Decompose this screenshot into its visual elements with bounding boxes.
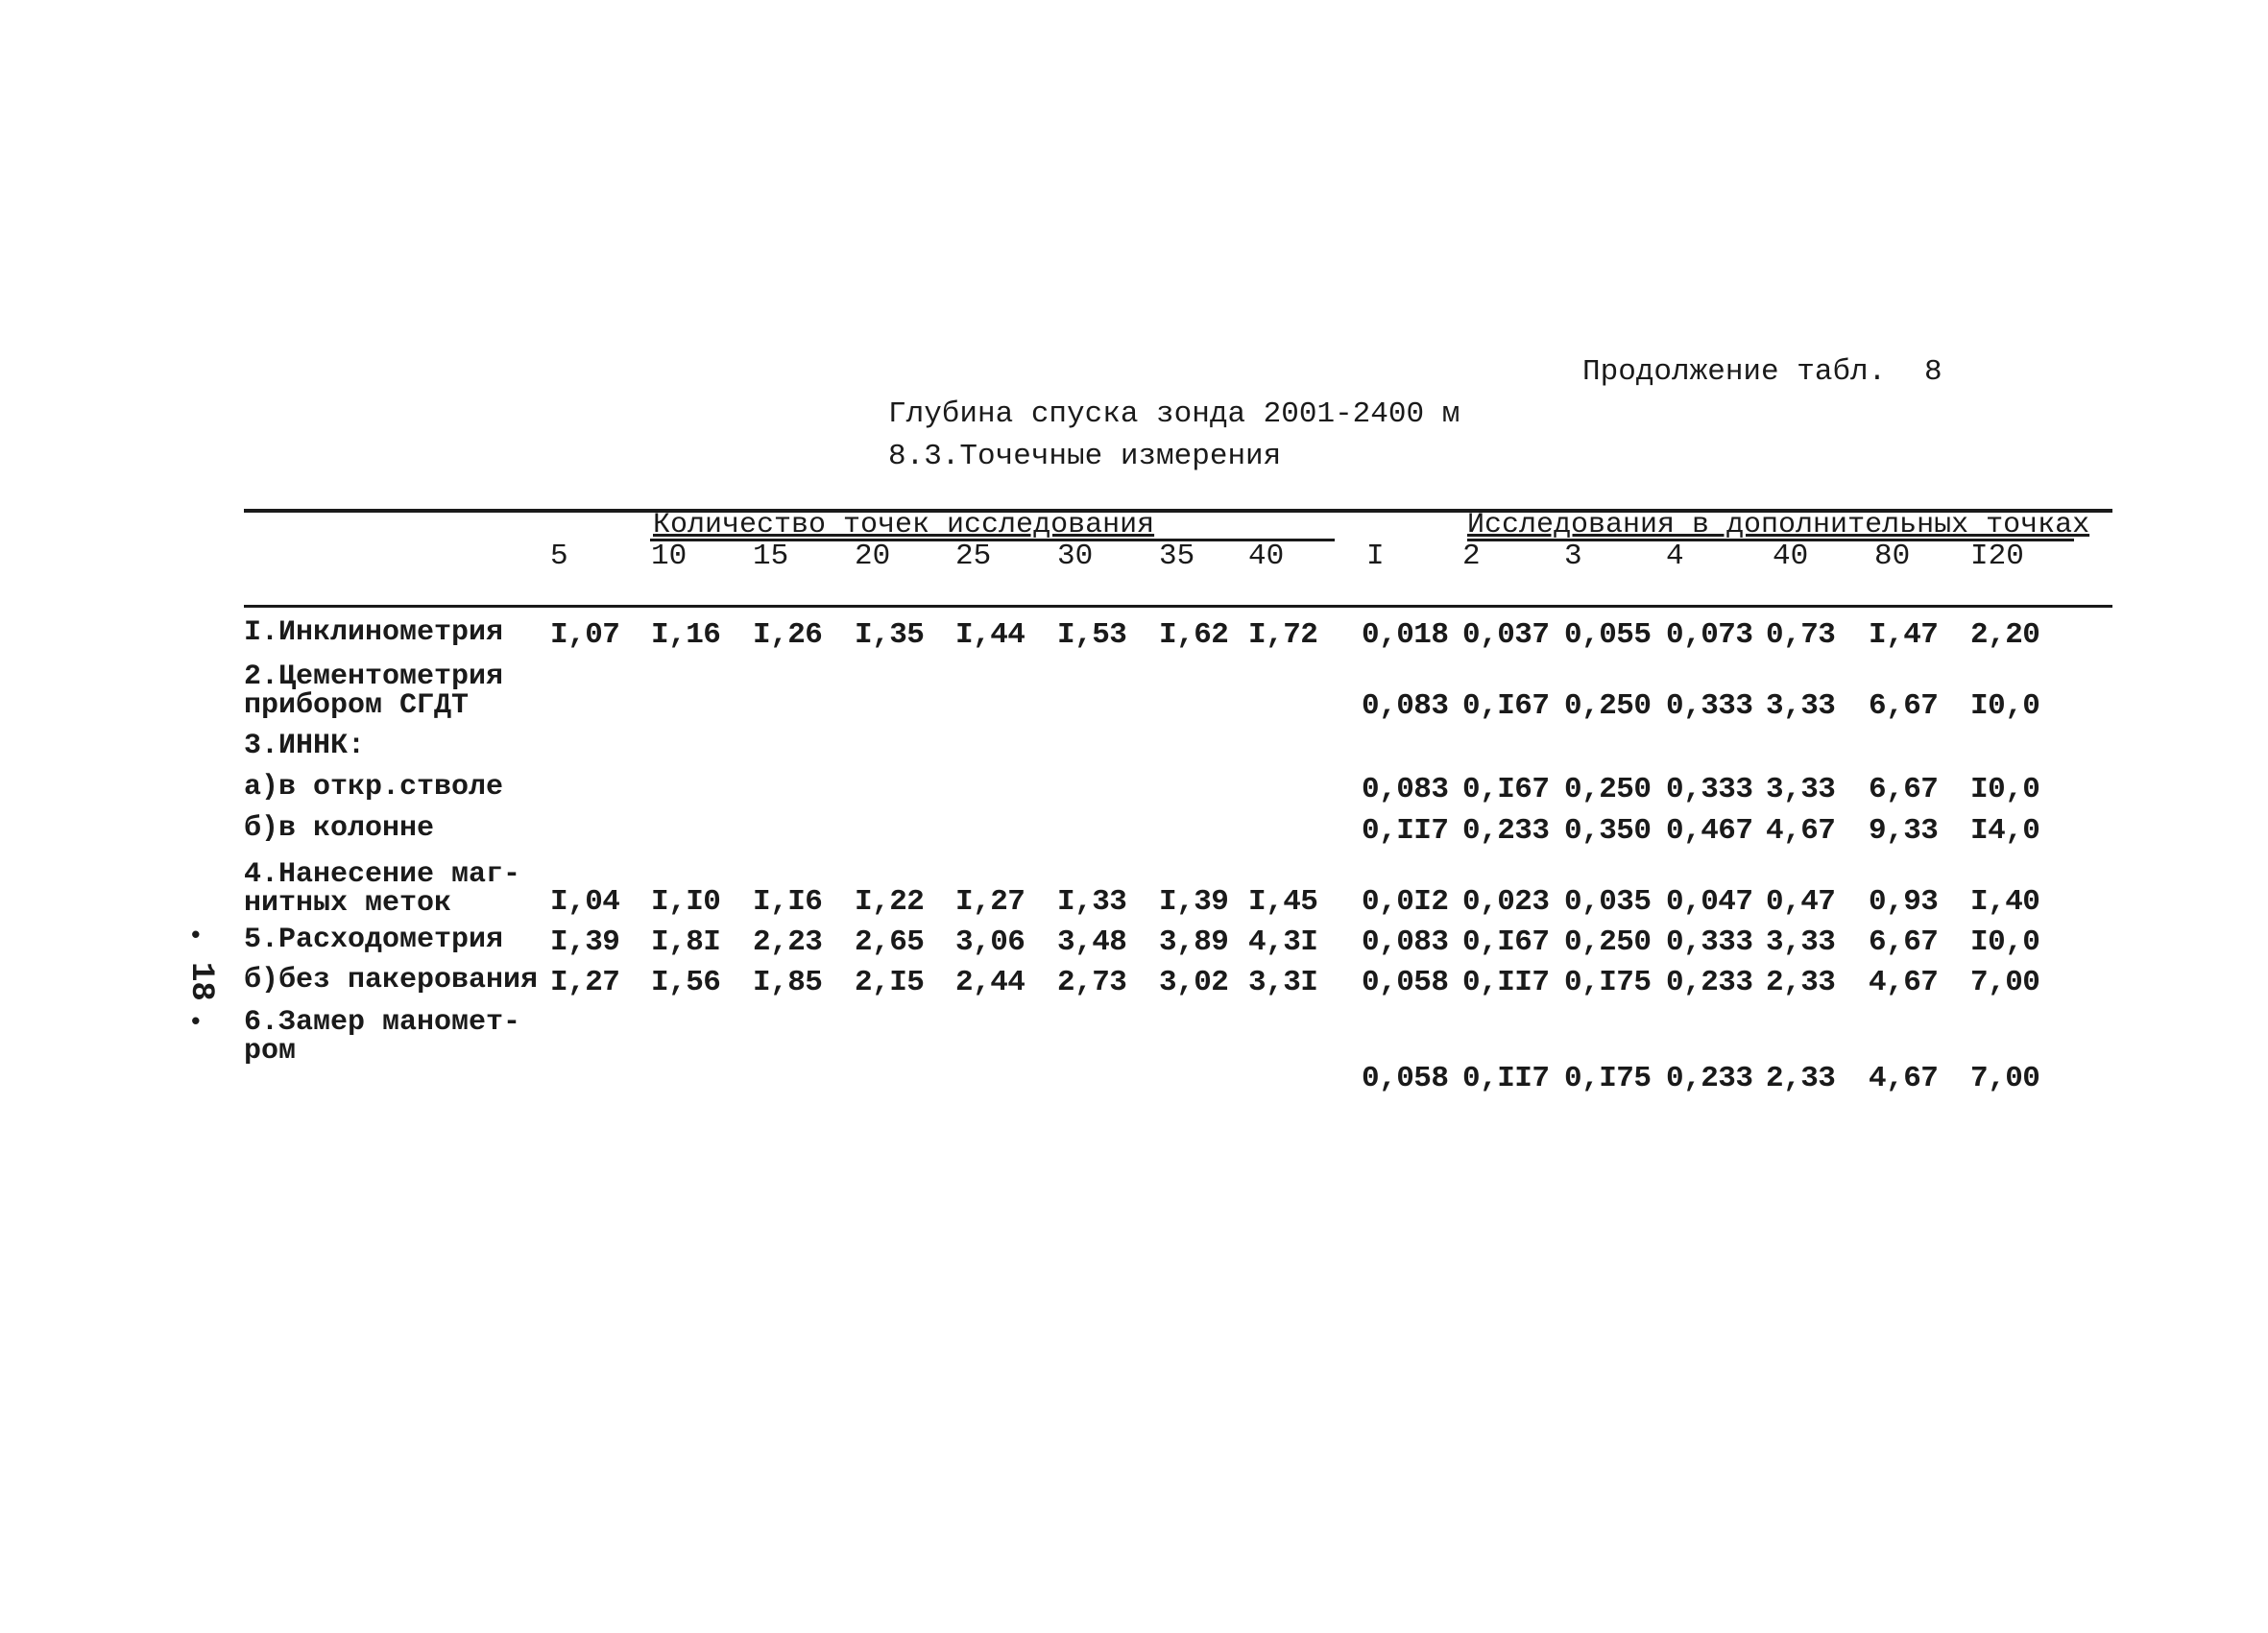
table-cell: 2,73 [1057, 966, 1127, 999]
row-label [244, 925, 503, 954]
table-cell: I0,0 [1970, 689, 2040, 723]
table-cell: 4,67 [1869, 966, 1939, 999]
table-cell: I,39 [1159, 885, 1229, 919]
table-cell: I,62 [1159, 618, 1229, 652]
table-cell: I,53 [1057, 618, 1127, 652]
table-cell: I,I6 [753, 885, 823, 919]
margin-bullet-top: • [188, 922, 204, 950]
column-header: 80 [1874, 540, 1911, 573]
table-cell: 0,083 [1362, 773, 1449, 806]
row-label-line: 2.Цементометрия [244, 660, 504, 693]
table-cell: 6,67 [1869, 689, 1939, 723]
column-header: 35 [1159, 540, 1195, 573]
row-label-line: прибором СГДТ [244, 689, 470, 722]
table-cell: 0,233 [1666, 966, 1753, 999]
row-label-line: I.Инклинометрия [244, 616, 504, 649]
table-cell: 0,083 [1362, 925, 1449, 959]
table-cell: I,72 [1248, 618, 1318, 652]
column-header: 40 [1773, 540, 1809, 573]
row-label-line: 5.Расходометрия [244, 924, 504, 956]
column-header: 2 [1462, 540, 1481, 573]
row-label-line: нитных меток [244, 887, 452, 920]
table-cell: 6,67 [1869, 925, 1939, 959]
row-label [244, 773, 503, 802]
table-cell: I,47 [1869, 618, 1939, 652]
table-cell: 2,44 [955, 966, 1025, 999]
table-cell: 0,037 [1462, 618, 1550, 652]
row-label-line: 3.ИННК: [244, 730, 366, 762]
row-label-line: 6.Замер маномет- [244, 1006, 521, 1039]
table-cell: 0,0I2 [1362, 885, 1449, 919]
table-cell: 3,3I [1248, 966, 1318, 999]
table-cell: 2,65 [855, 925, 925, 959]
column-header: 40 [1248, 540, 1285, 573]
table-cell: 4,67 [1869, 1062, 1939, 1095]
row-label [244, 1008, 520, 1066]
table-cell: I,27 [955, 885, 1025, 919]
table-cell: 2,I5 [855, 966, 925, 999]
column-header: I20 [1970, 540, 2024, 573]
table-cell: 0,350 [1564, 814, 1652, 848]
table-cell: 3,33 [1766, 773, 1836, 806]
table-cell: I,35 [855, 618, 925, 652]
table-cell: 0,233 [1462, 814, 1550, 848]
column-header: 5 [550, 540, 568, 573]
group-header-points: Количество точек исследования [653, 509, 1155, 541]
table-cell: I,07 [550, 618, 620, 652]
table-cell: 3,89 [1159, 925, 1229, 959]
table-cell: 0,250 [1564, 773, 1652, 806]
table-cell: 0,058 [1362, 1062, 1449, 1095]
table-cell: 0,058 [1362, 966, 1449, 999]
table-cell: 6,67 [1869, 773, 1939, 806]
table-cell: 0,73 [1766, 618, 1836, 652]
table-cell: 0,250 [1564, 925, 1652, 959]
table-cell: 0,I67 [1462, 689, 1550, 723]
table-cell: 0,II7 [1462, 966, 1550, 999]
table-cell: 0,055 [1564, 618, 1652, 652]
table-cell: 3,33 [1766, 925, 1836, 959]
header-bottom-rule [244, 605, 2112, 608]
column-header: 30 [1057, 540, 1094, 573]
row-label-line: а)в откр.стволе [244, 771, 504, 804]
table-cell: 0,467 [1666, 814, 1753, 848]
row-label [244, 618, 503, 647]
table-cell: I,I0 [651, 885, 721, 919]
table-cell: 0,II7 [1362, 814, 1449, 848]
column-header: 20 [855, 540, 891, 573]
table-cell: 4,3I [1248, 925, 1318, 959]
table-cell: 7,00 [1970, 1062, 2040, 1095]
table-cell: 4,67 [1766, 814, 1836, 848]
table-cell: I,85 [753, 966, 823, 999]
table-cell: 2,33 [1766, 966, 1836, 999]
column-header: 4 [1666, 540, 1684, 573]
column-header: I [1366, 540, 1385, 573]
table-cell: 9,33 [1869, 814, 1939, 848]
group-header-additional: Исследования в дополнительных точках [1467, 509, 2090, 541]
table-cell: 0,I67 [1462, 925, 1550, 959]
row-label-line: 4.Нанесение маг- [244, 858, 521, 891]
table-cell: 3,33 [1766, 689, 1836, 723]
table-number: 8 [1924, 355, 1942, 389]
table-cell: 0,333 [1666, 773, 1753, 806]
table-cell: I0,0 [1970, 925, 2040, 959]
column-header: 15 [753, 540, 789, 573]
table-cell: I,22 [855, 885, 925, 919]
column-header: 25 [955, 540, 992, 573]
table-cell: 0,023 [1462, 885, 1550, 919]
table-cell: 0,333 [1666, 925, 1753, 959]
table-cell: I4,0 [1970, 814, 2040, 848]
table-cell: 0,I67 [1462, 773, 1550, 806]
table-cell: I,56 [651, 966, 721, 999]
row-label [244, 662, 503, 720]
table-cell: 0,250 [1564, 689, 1652, 723]
table-cell: 0,I75 [1564, 966, 1652, 999]
table-cell: 0,083 [1362, 689, 1449, 723]
column-header: 3 [1564, 540, 1582, 573]
continuation-label: Продолжение табл. [1582, 355, 1887, 389]
table-cell: 3,48 [1057, 925, 1127, 959]
table-cell: 0,93 [1869, 885, 1939, 919]
row-label [244, 860, 520, 918]
table-cell: 2,20 [1970, 618, 2040, 652]
table-cell: 2,23 [753, 925, 823, 959]
table-cell: 0,047 [1666, 885, 1753, 919]
table-cell: I,40 [1970, 885, 2040, 919]
table-cell: 0,I75 [1564, 1062, 1652, 1095]
row-label-line: б)в колонне [244, 812, 435, 845]
depth-title: Глубина спуска зонда 2001-2400 м [888, 397, 1460, 431]
table-cell: 0,II7 [1462, 1062, 1550, 1095]
table-cell: I,04 [550, 885, 620, 919]
table-cell: 0,333 [1666, 689, 1753, 723]
table-cell: 0,233 [1666, 1062, 1753, 1095]
table-cell: 0,018 [1362, 618, 1449, 652]
table-cell: 0,035 [1564, 885, 1652, 919]
table-cell: I,44 [955, 618, 1025, 652]
table-cell: I,39 [550, 925, 620, 959]
row-label-line: б)без пакерования [244, 964, 539, 997]
row-label [244, 732, 365, 760]
section-title: 8.3.Точечные измерения [888, 440, 1282, 473]
table-cell: I,8I [651, 925, 721, 959]
table-cell: I,45 [1248, 885, 1318, 919]
table-cell: 0,47 [1766, 885, 1836, 919]
table-cell: 7,00 [1970, 966, 2040, 999]
table-cell: 3,02 [1159, 966, 1229, 999]
table-cell: I0,0 [1970, 773, 2040, 806]
row-label-line: ром [244, 1035, 297, 1068]
row-label [244, 966, 538, 995]
column-header: 10 [651, 540, 688, 573]
table-cell: 0,073 [1666, 618, 1753, 652]
table-cell: I,27 [550, 966, 620, 999]
table-cell: I,16 [651, 618, 721, 652]
table-cell: I,33 [1057, 885, 1127, 919]
page-number: 18 [182, 962, 219, 1001]
table-cell: 2,33 [1766, 1062, 1836, 1095]
row-label [244, 814, 434, 843]
margin-bullet-bottom: • [188, 1008, 204, 1037]
table-cell: 3,06 [955, 925, 1025, 959]
table-cell: I,26 [753, 618, 823, 652]
